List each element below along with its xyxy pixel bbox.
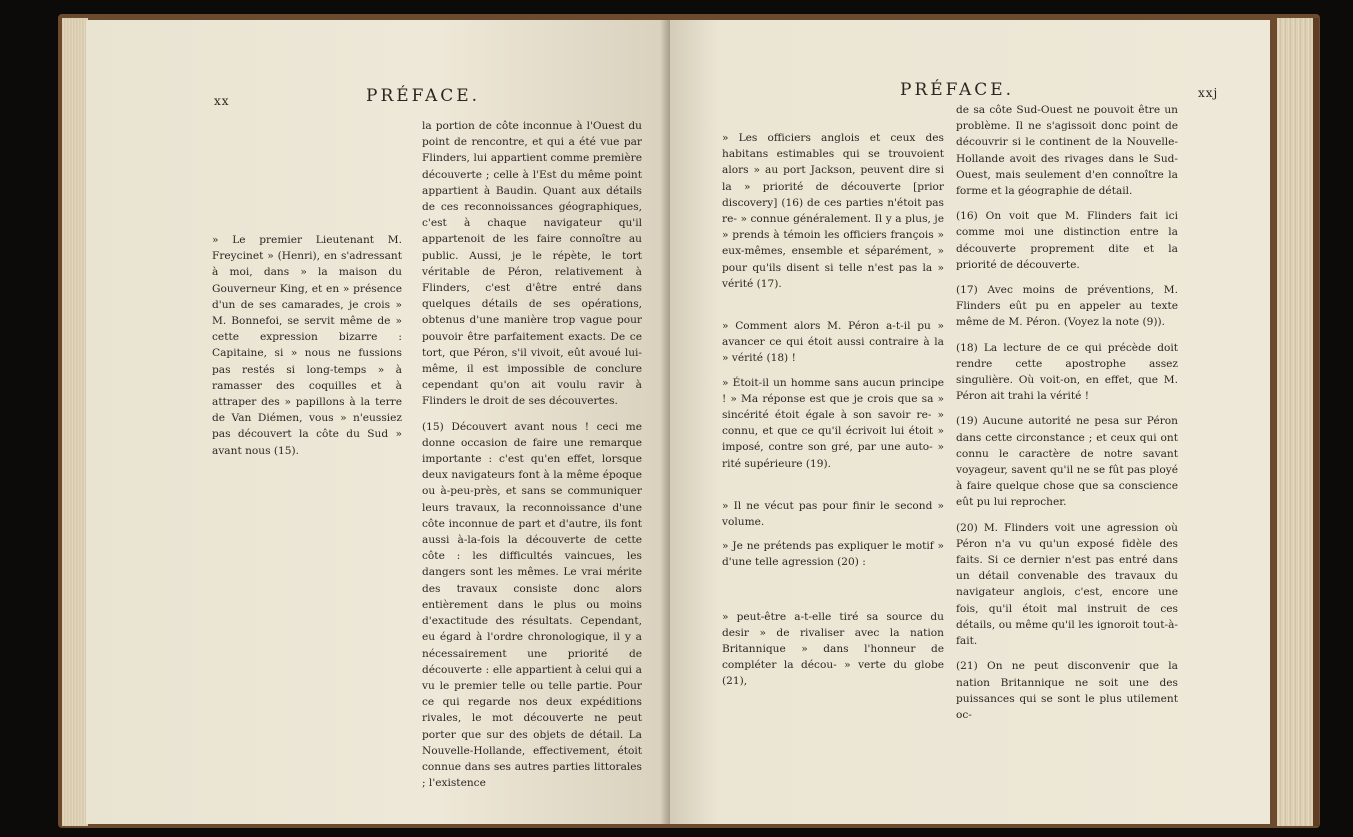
page-edges-left <box>62 18 88 826</box>
left-quote-column <box>212 232 402 467</box>
right-quote-paragraph: » Il ne vécut pas pour finir le second » volume. <box>722 499 944 529</box>
right-quote-paragraph: » Étoit-il un homme sans aucun principe ! » Ma réponse est que je crois que sa » sincérité étoit égale à son savoir re- » connu, et que ce qu'il écrivoit lui étoit » imposé, contre son gré, par une auto- » rité supérieure (19). <box>722 376 944 470</box>
right-note-20: (20) M. Flinders voit une agression où Péron n'a vu qu'un exposé fidèle des faits. Si ce dernier n'est pas entré dans un détail convenable des travaux du navigateur anglois, c'est, encore une fois, qu'il étoit mal instruit de ces détails, ou même qu'il les ignoroit tout-à-fait. <box>956 521 1178 648</box>
left-page-number: xx <box>214 94 230 108</box>
right-page-number: xxj <box>1198 86 1219 100</box>
left-page <box>86 20 670 824</box>
right-note-16: (16) On voit que M. Flinders fait ici comme moi une distinction entre la découverte proprement dite et la priorité de découverte. <box>956 210 1178 271</box>
right-note-21: (21) On ne peut disconvenir que la nation Britannique ne soit une des puissances qui se sont le plus utilement oc- <box>956 660 1178 721</box>
right-page <box>670 20 1270 824</box>
left-main-column <box>422 118 642 800</box>
right-quote-paragraph: » Les officiers anglois et ceux des habitans estimables qui se trouvoient alors » au port Jackson, peuvent dire si la » priorité de découverte [prior discovery] (16) de ces parties n'étoit pas re- » connue généralement. Il y a plus, je » prends à témoin les officiers françois » eux-mêmes, ensemble et séparément, » pour qu'ils disent si telle n'est pas la » vérité (17). <box>722 132 944 290</box>
right-quote-paragraph: » Je ne prétends pas expliquer le motif » d'une telle agression (20) : <box>722 540 944 569</box>
right-main-column <box>956 102 1178 732</box>
right-note-18: (18) La lecture de ce qui précède doit rendre cette apostrophe assez singulière. Où voit-on, en effet, que M. Péron ait trahi la vérité ! <box>956 341 1178 403</box>
right-quote-column <box>722 130 944 698</box>
right-note-19: (19) Aucune autorité ne pesa sur Péron dans cette circonstance ; et ceux qui ont connu le caractère de notre savant voyageur, savent qu'il ne se fût pas ployé à faire quelque chose que sa conscience eût pu lui reprocher. <box>956 415 1178 509</box>
right-quote-paragraph: » Comment alors M. Péron a-t-il pu » avancer ce qui étoit aussi contraire à la » vérité (18) ! <box>722 320 944 365</box>
left-page-header: PRÉFACE. <box>366 86 481 106</box>
right-quote-paragraph: » peut-être a-t-elle tiré sa source du desir » de rivaliser avec la nation Britannique » dans l'honneur de compléter la décou- » verte du globe (21), <box>722 610 944 688</box>
right-main-paragraph: de sa côte Sud-Ouest ne pouvoit être un problème. Il ne s'agissoit donc point de découvrir si le continent de la Nouvelle-Hollande avoit des rivages dans le Sud-Ouest, mais seulement d'en connoître la forme et la géographie de détail. <box>956 104 1178 198</box>
left-main-paragraph: la portion de côte inconnue à l'Ouest du point de rencontre, et qui a été vue par Flinders, lui appartient comme première découverte ; celle à l'Est du même point appartient à Baudin. Quant aux détails de ces reconnoissances géographiques, c'est à chaque navigateur qu'il appartenoit de les faire connoître au public. Aussi, je le répète, le tort véritable de Péron, relativement à Flinders, c'est d'être entré dans quelques détails de ses opérations, obtenus d'une manière trop vague pour pouvoir être parfaitement exacts. De ce tort, que Péron, s'il vivoit, eût avoué lui-même, il est impossible de conclure cependant qu'on ait voulu ravir à Flinders le droit de ses découvertes. <box>422 120 642 408</box>
page-edges-right <box>1277 18 1319 826</box>
left-note-15: (15) Découvert avant nous ! ceci me donne occasion de faire une remarque importante : c'est qu'en effet, lorsque deux navigateurs font à la même époque ou à-peu-près, et sans se communiquer leurs travaux, la reconnoissance d'une côte inconnue de part et d'autre, ils font aussi à-la-fois la découverte de cette côte : les difficultés vaincues, les dangers sont les mêmes. Le vrai mérite des travaux consiste donc alors entièrement dans le plus ou moins d'exactitude des résultats. Cependant, eu égard à l'ordre chronologique, il y a nécessairement une priorité de découverte : elle appartient à celui qui a vu le premier telle ou telle partie. Pour ce qui regarde nos deux expéditions rivales, le mot découverte ne peut porter que sur des objets de détail. La Nouvelle-Hollande, effectivement, étoit connue dans ses autres parties littorales ; l'existence <box>422 420 642 790</box>
right-note-17: (17) Avec moins de préventions, M. Flinders eût pu en appeler au texte même de M. Péron. (Voyez la note (9)). <box>956 284 1178 329</box>
right-page-header: PRÉFACE. <box>900 80 1015 100</box>
left-quote-paragraph: » Le premier Lieutenant M. Freycinet » (Henri), en s'adressant à moi, dans » la maison du Gouverneur King, et en » présence d'un de ses camarades, je crois » M. Bonnefoi, se servit même de » cette expression bizarre : Capitaine, si » nous ne fussions pas restés si long-temps » à ramasser des coquilles et à attraper des » papillons à la terre de Van Diémen, vous » n'eussiez pas découvert la côte du Sud » avant nous (15). <box>212 234 402 457</box>
